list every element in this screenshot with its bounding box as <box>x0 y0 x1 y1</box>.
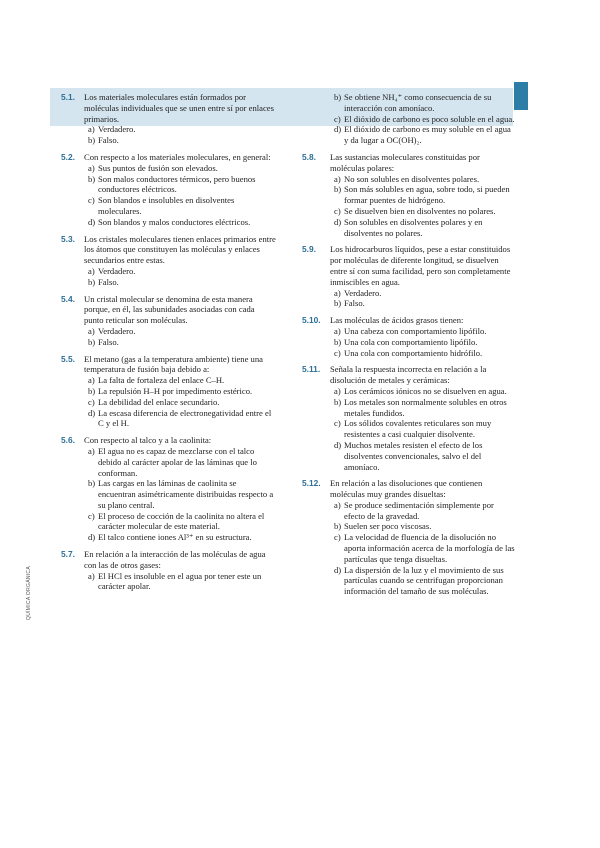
option-text: Muchos metales resisten el efecto de los disolventes convencionales, salvo el del amoníaco. <box>344 439 483 472</box>
option-text: Verdadero. <box>98 124 136 135</box>
option-letter: c) <box>88 510 95 521</box>
option-letter: c) <box>334 532 341 543</box>
question-block <box>61 151 276 228</box>
answer-option <box>330 418 516 440</box>
option-text: Se disuelven bien en disolventes no polares. <box>344 205 496 216</box>
option-letter: c) <box>88 195 95 206</box>
question-block <box>61 293 276 348</box>
option-text: Verdadero. <box>344 287 382 298</box>
answer-option <box>84 124 276 135</box>
option-text: Son solubles en disolventes polares y en disolventes no polares. <box>344 216 483 238</box>
option-text: Falso. <box>98 336 119 347</box>
question-number: 5.1. <box>61 92 75 102</box>
question-text: Un cristal molecular se denomina de esta manera porque, en él, las subunidades asociadas con cada punto reticular son moléculas. <box>84 293 255 326</box>
question-number: 5.7. <box>61 549 75 560</box>
option-text: Son blandos e insolubles en disolventes moleculares. <box>98 195 235 216</box>
option-text: Falso. <box>98 276 119 287</box>
answer-option <box>330 386 516 397</box>
answer-option <box>84 532 276 543</box>
question-block <box>61 92 276 146</box>
option-text: La repulsión H–H por impedimento estérico. <box>98 385 253 396</box>
answer-option <box>84 375 276 386</box>
option-letter: b) <box>334 336 342 347</box>
answer-option <box>84 571 276 593</box>
option-text: El agua no es capaz de mezclarse con el talco debido al carácter apolar de las láminas que lo conforman. <box>98 445 257 478</box>
option-letter: b) <box>334 521 342 532</box>
question-block <box>302 315 516 358</box>
option-text: Una cola con comportamiento hidrófilo. <box>344 347 483 358</box>
question-number: 5.9. <box>302 244 316 255</box>
question-block <box>61 435 276 543</box>
answer-option <box>84 135 276 146</box>
question-block <box>61 353 276 430</box>
answer-option <box>84 386 276 397</box>
option-letter: d) <box>334 124 342 135</box>
option-letter: b) <box>88 173 96 184</box>
option-letter: c) <box>334 418 341 429</box>
option-letter: d) <box>334 216 342 227</box>
option-letter: a) <box>88 570 95 581</box>
question-block <box>302 151 516 238</box>
option-text: El proceso de cocción de la caolinita no altera el carácter molecular de este material. <box>98 510 265 532</box>
option-text: Suelen ser poco viscosas. <box>344 521 432 532</box>
chapter-edge-tab <box>514 82 528 110</box>
option-letter: c) <box>334 205 341 216</box>
question-text: El metano (gas a la temperatura ambiente) tiene una temperatura de fusión baja debido a: <box>84 353 263 375</box>
option-letter: b) <box>88 135 96 146</box>
option-letter: a) <box>88 445 95 456</box>
option-letter: c) <box>334 347 341 358</box>
answer-option <box>84 217 276 228</box>
option-text: Una cabeza con comportamiento lipófilo. <box>344 325 487 336</box>
question-block <box>302 364 516 472</box>
option-text: Verdadero. <box>98 265 136 276</box>
question-block <box>61 233 276 288</box>
answer-option <box>330 217 516 239</box>
answer-option <box>84 326 276 337</box>
answer-option <box>84 397 276 408</box>
answer-option <box>84 195 276 217</box>
question-number: 5.3. <box>61 233 75 244</box>
question-block <box>310 92 516 146</box>
question-text: Con respecto al talco y a la caolinita: <box>84 435 212 446</box>
question-number: 5.12. <box>302 478 321 489</box>
question-block <box>302 244 516 309</box>
option-letter: a) <box>88 162 95 173</box>
option-letter: b) <box>88 478 96 489</box>
answer-option <box>330 348 516 359</box>
option-text: Verdadero. <box>98 325 136 336</box>
option-text: El talco contiene iones Al³⁺ en su estructura. <box>98 532 252 543</box>
option-text: La dispersión de la luz y el movimiento de sus partículas cuando se centrifugan proporcionan información del tamaño de sus moléculas. <box>344 564 504 597</box>
answer-option <box>330 124 516 146</box>
question-text: En relación a la interacción de las moléculas de agua con las de otros gases: <box>84 549 266 570</box>
option-letter: b) <box>334 298 342 309</box>
option-letter: a) <box>334 325 341 336</box>
option-letter: a) <box>334 287 341 298</box>
option-text: El dióxido de carbono es muy soluble en el agua y da lugar a OC(OH)₂. <box>344 124 511 146</box>
question-number: 5.4. <box>61 293 75 304</box>
answer-option <box>330 92 516 114</box>
option-text: Los metales son normalmente solubles en otros metales fundidos. <box>344 396 507 418</box>
question-text: Las sustancias moleculares constituidas por moléculas polares: <box>330 151 480 173</box>
side-running-label: QUÍMICA ORGÁNICA <box>26 566 32 620</box>
option-text: Las cargas en las láminas de caolinita se encuentran asimétricamente distribuidas respecto a su plano central. <box>98 478 274 510</box>
answer-option <box>330 500 516 522</box>
question-text: Los hidrocarburos líquidos, pese a estar constituidos por moléculas de diferente longitud, se disuelven entre sí con suma facilidad, pero son completamente inmiscibles en agua. <box>330 244 511 287</box>
question-text: Con respecto a los materiales moleculares, en general: <box>84 151 271 162</box>
option-text: Una cola con comportamiento lipófilo. <box>344 336 478 347</box>
question-text: Los cristales moleculares tienen enlaces primarios entre los átomos que constituyen las moléculas y enlaces secundarios entre estas. <box>84 233 276 266</box>
option-letter: c) <box>88 396 95 407</box>
option-letter: d) <box>88 532 96 543</box>
option-text: El HCl es insoluble en el agua por tener este un carácter apolar. <box>98 570 262 592</box>
question-number: 5.8. <box>302 151 316 162</box>
option-letter: d) <box>88 216 96 227</box>
answer-option <box>330 397 516 419</box>
option-letter: a) <box>88 265 95 276</box>
answer-option <box>84 266 276 277</box>
answer-option <box>330 337 516 348</box>
answer-option <box>84 163 276 174</box>
answer-option <box>84 511 276 533</box>
option-letter: d) <box>88 407 96 418</box>
answer-option <box>330 440 516 472</box>
question-block <box>61 549 276 592</box>
question-number: 5.6. <box>61 435 75 446</box>
question-text: Los materiales moleculares están formados por moléculas individuales que se unen entre sí por enlaces primarios. <box>84 92 274 124</box>
answer-option <box>330 521 516 532</box>
answer-option <box>330 298 516 309</box>
answer-option <box>330 114 516 125</box>
option-letter: d) <box>334 564 342 575</box>
option-text: Se obtiene NH₄⁺ como consecuencia de su interacción con amoníaco. <box>344 92 492 113</box>
answer-option <box>330 565 516 597</box>
question-number: 5.2. <box>61 151 75 162</box>
option-letter: b) <box>88 336 96 347</box>
answer-option <box>84 337 276 348</box>
option-text: El dióxido de carbono es poco soluble en el agua. <box>344 113 515 124</box>
question-number: 5.11. <box>302 364 321 375</box>
option-letter: b) <box>334 396 342 407</box>
option-letter: b) <box>334 184 342 195</box>
option-text: Se produce sedimentación simplemente por efecto de la gravedad. <box>344 499 494 521</box>
option-letter: a) <box>334 499 341 510</box>
question-text: Señala la respuesta incorrecta en relación a la disolución de metales y cerámicas: <box>330 364 487 386</box>
question-block <box>302 478 516 597</box>
right-column <box>302 92 516 603</box>
option-text: Los cerámicos iónicos no se disuelven en agua. <box>344 385 507 396</box>
left-column <box>61 92 276 598</box>
option-letter: a) <box>88 124 95 135</box>
option-letter: a) <box>88 325 95 336</box>
answer-option <box>84 174 276 196</box>
option-letter: b) <box>88 385 96 396</box>
option-letter: b) <box>334 92 342 102</box>
option-text: No son solubles en disolventes polares. <box>344 173 480 184</box>
option-text: La velocidad de fluencia de la disolución no aporta información acerca de la morfología de las partículas que tenga disueltas. <box>344 532 515 564</box>
question-number: 5.10. <box>302 315 321 326</box>
option-letter: a) <box>88 375 95 386</box>
option-text: Son malos conductores térmicos, pero buenos conductores eléctricos. <box>98 173 256 195</box>
option-text: Falso. <box>98 135 119 146</box>
question-text: Las moléculas de ácidos grasos tienen: <box>330 315 464 326</box>
option-text: La escasa diferencia de electronegatividad entre el C y el H. <box>98 407 272 429</box>
option-letter: b) <box>88 276 96 287</box>
option-letter: d) <box>334 439 342 450</box>
option-text: Los sólidos covalentes reticulares son muy resistentes a casi cualquier disolvente. <box>344 418 492 440</box>
answer-option <box>330 532 516 564</box>
option-text: La falta de fortaleza del enlace C–H. <box>98 375 225 386</box>
option-text: Son más solubles en agua, sobre todo, si pueden formar puentes de hidrógeno. <box>344 184 510 206</box>
answer-option <box>330 288 516 299</box>
answer-option <box>84 446 276 478</box>
answer-option <box>84 478 276 510</box>
answer-option <box>330 184 516 206</box>
question-number: 5.5. <box>61 353 75 364</box>
answer-option <box>330 206 516 217</box>
option-text: Falso. <box>344 298 365 309</box>
option-letter: a) <box>334 385 341 396</box>
answer-option <box>330 174 516 185</box>
answer-option <box>330 326 516 337</box>
option-letter: c) <box>334 113 341 124</box>
option-text: Son blandos y malos conductores eléctricos. <box>98 216 251 227</box>
answer-option <box>84 277 276 288</box>
answer-option <box>84 408 276 430</box>
option-text: Sus puntos de fusión son elevados. <box>98 162 218 173</box>
option-text: La debilidad del enlace secundario. <box>98 396 220 407</box>
option-letter: a) <box>334 173 341 184</box>
question-text: En relación a las disoluciones que contienen moléculas muy grandes disueltas: <box>330 478 483 500</box>
